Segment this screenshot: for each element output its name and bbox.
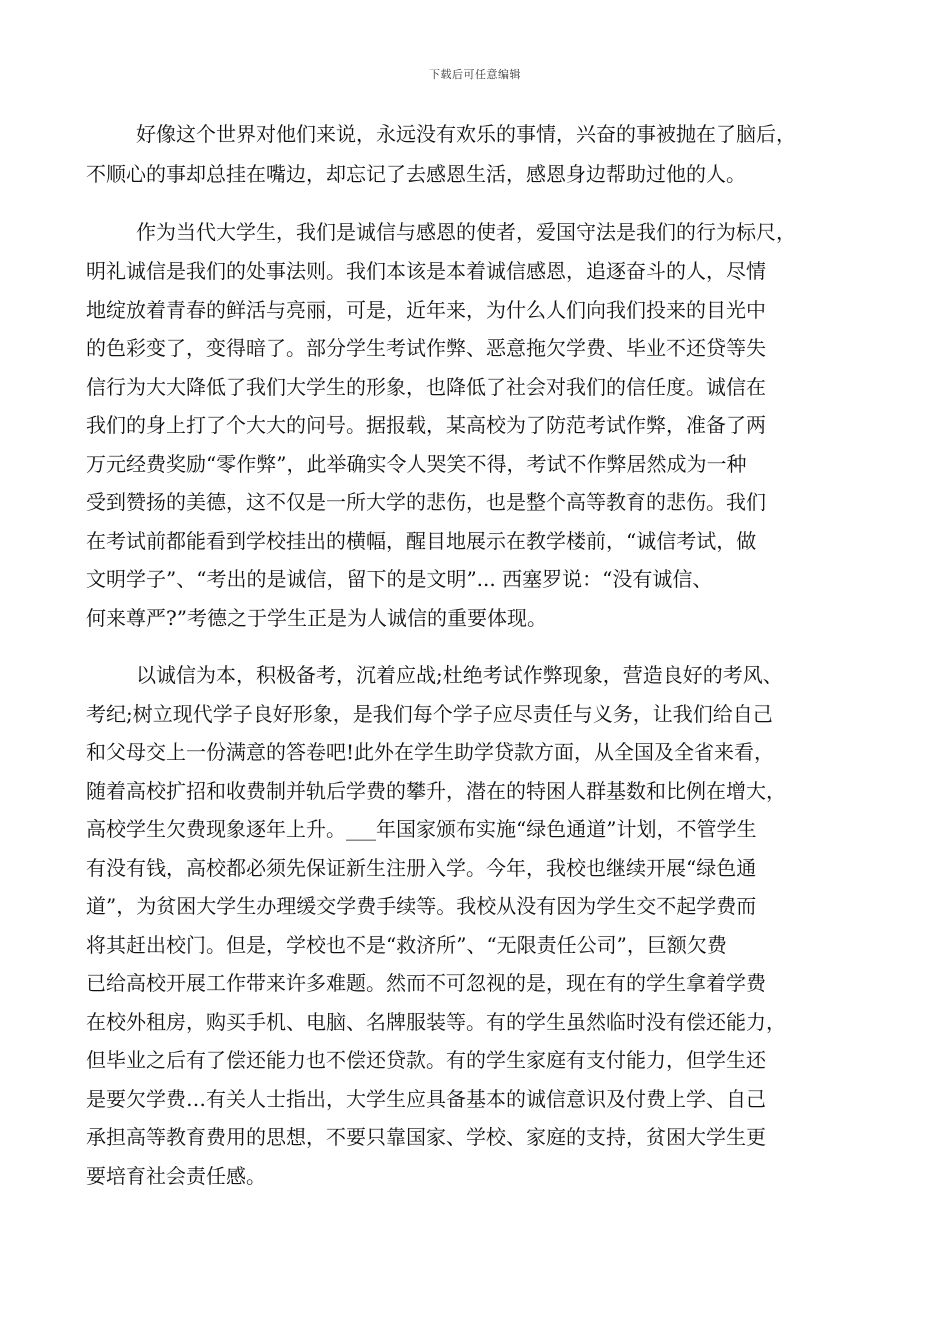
paragraph-3-line-6: 有没有钱，高校都必须先保证新生注册入学。今年，我校也继续开展“绿色通	[86, 856, 757, 880]
paragraph-3-line-11: 但毕业之后有了偿还能力也不偿还贷款。有的学生家庭有支付能力，但学生还	[86, 1048, 766, 1072]
paragraph-2-line-4: 的色彩变了，变得暗了。部分学生考试作弊、恶意拖欠学费、毕业不还贷等失	[86, 336, 766, 360]
paragraph-1-line-1: 好像这个世界对他们来说，永远没有欢乐的事情，兴奋的事被抛在了脑后，	[136, 122, 796, 146]
paragraph-3-line-4: 随着高校扩招和收费制并轨后学费的攀升，潜在的特困人群基数和比例在增大，	[86, 779, 786, 803]
paragraph-2-line-9: 在考试前都能看到学校挂出的横幅，醒目地展示在教学楼前，“诚信考试，做	[86, 529, 757, 553]
paragraph-2-line-11: 何来尊严?”考德之于学生正是为人诚信的重要体现。	[86, 606, 547, 630]
paragraph-3-line-2: 考纪;树立现代学子良好形象，是我们每个学子应尽责任与义务，让我们给自己	[86, 702, 773, 726]
paragraph-3-line-5: 高校学生欠费现象逐年上升。___年国家颁布实施“绿色通道”计划，不管学生	[86, 817, 757, 841]
paragraph-2-line-1: 作为当代大学生，我们是诚信与感恩的使者，爱国守法是我们的行为标尺，	[136, 220, 796, 244]
paragraph-3-line-12: 是要欠学费…有关人士指出，大学生应具备基本的诚信意识及付费上学、自己	[86, 1087, 766, 1111]
paragraph-3-line-9: 已给高校开展工作带来许多难题。然而不可忽视的是，现在有的学生拿着学费	[86, 971, 766, 995]
paragraph-2-line-6: 我们的身上打了个大大的问号。据报载，某高校为了防范考试作弊，准备了两	[86, 413, 766, 437]
paragraph-2-line-8: 受到赞扬的美德，这不仅是一所大学的悲伤，也是整个高等教育的悲伤。我们	[86, 490, 766, 514]
paragraph-2-line-10: 文明学子”、“考出的是诚信，留下的是文明”... 西塞罗说：“没有诚信、	[86, 567, 713, 591]
paragraph-3-line-8: 将其赶出校门。但是，学校也不是“救济所”、“无限责任公司”，巨额欠费	[86, 933, 727, 957]
paragraph-3-line-1: 以诚信为本，积极备考，沉着应战;杜绝考试作弊现象，营造良好的考风、	[136, 663, 783, 687]
paragraph-3-line-10: 在校外租房，购买手机、电脑、名牌服装等。有的学生虽然临时没有偿还能力，	[86, 1010, 786, 1034]
paragraph-1-line-2: 不顺心的事却总挂在嘴边，却忘记了去感恩生活，感恩身边帮助过他的人。	[86, 162, 746, 186]
paragraph-2-line-7: 万元经费奖励“零作弊”，此举确实令人哭笑不得，考试不作弊居然成为一种	[86, 452, 747, 476]
paragraph-3-line-3: 和父母交上一份满意的答卷吧!此外在学生助学贷款方面，从全国及全省来看，	[86, 740, 775, 764]
paragraph-3-line-13: 承担高等教育费用的思想，不要只靠国家、学校、家庭的支持，贫困大学生更	[86, 1125, 766, 1149]
paragraph-2-line-2: 明礼诚信是我们的处事法则。我们本该是本着诚信感恩，追逐奋斗的人，尽情	[86, 259, 766, 283]
page-header: 下载后可任意编辑	[429, 68, 521, 81]
paragraph-2-line-5: 信行为大大降低了我们大学生的形象，也降低了社会对我们的信任度。诚信在	[86, 375, 766, 399]
paragraph-3-line-7: 道”，为贫困大学生办理缓交学费手续等。我校从没有因为学生交不起学费而	[86, 894, 757, 918]
paragraph-3-line-14: 要培育社会责任感。	[86, 1164, 266, 1188]
paragraph-2-line-3: 地绽放着青春的鲜活与亮丽，可是，近年来，为什么人们向我们投来的目光中	[86, 298, 766, 322]
